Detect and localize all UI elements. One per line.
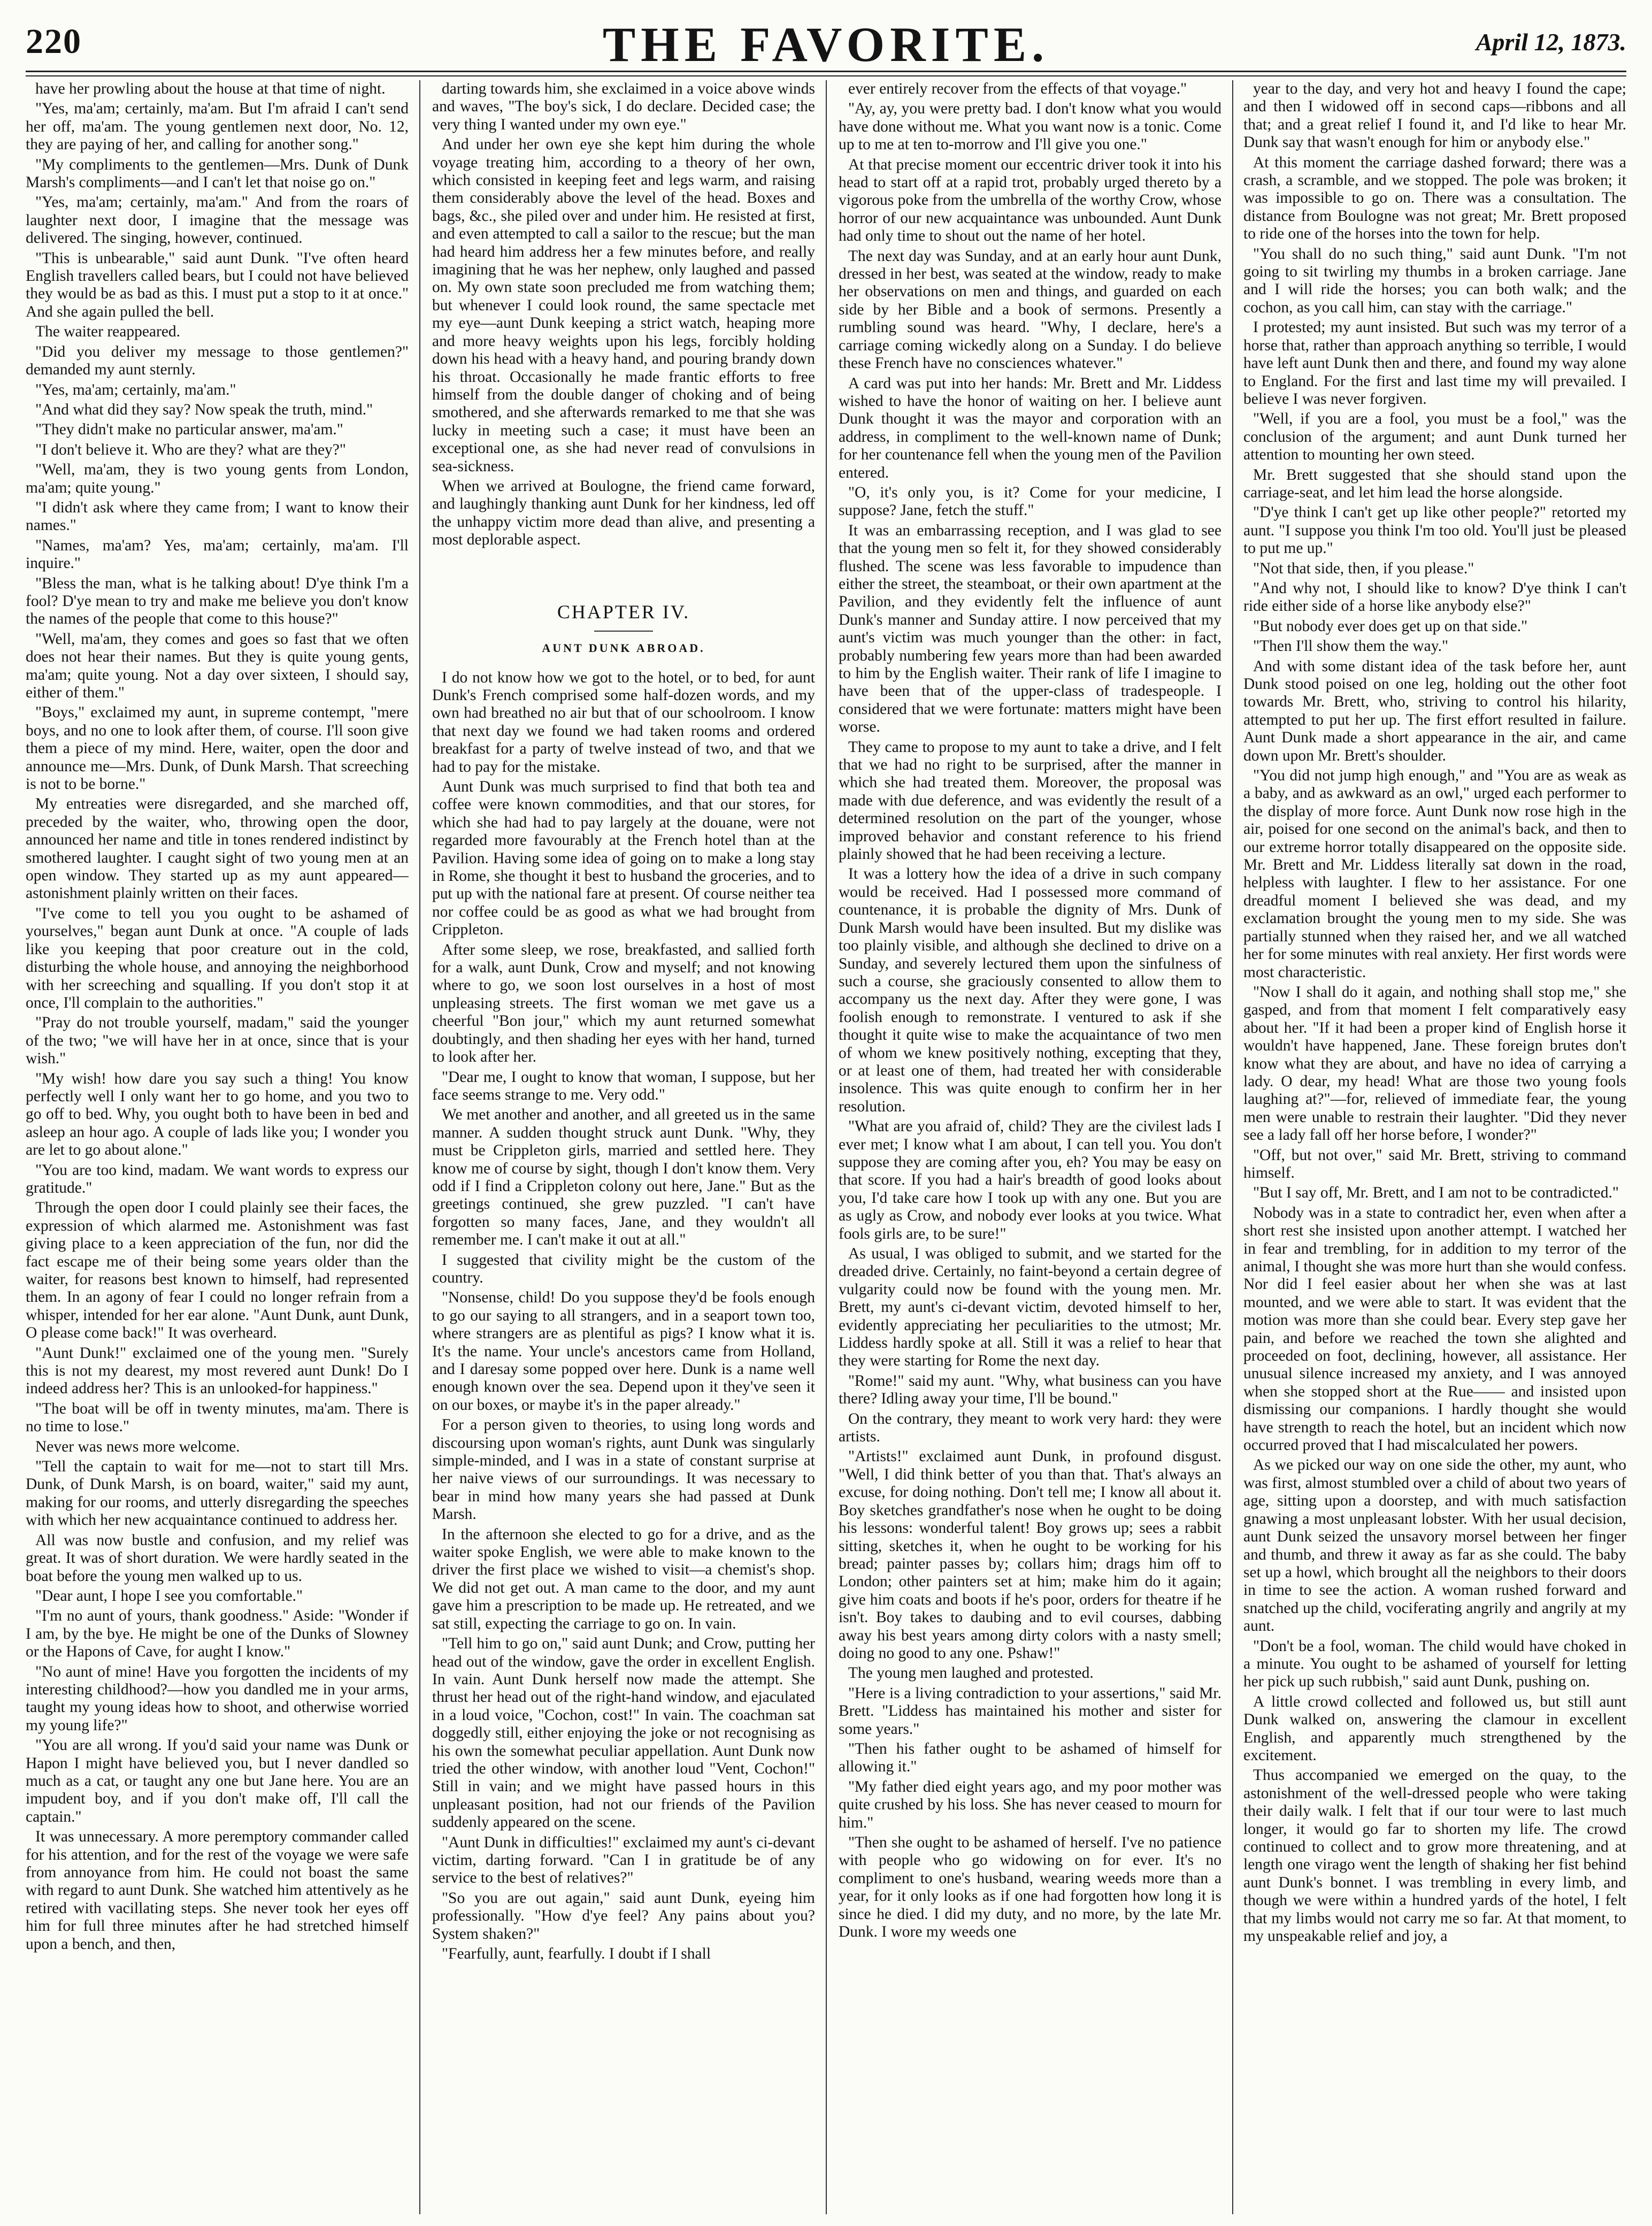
paragraph: "But I say off, Mr. Brett, and I am not to be contradicted." <box>1253 1184 1619 1202</box>
paragraph: "Yes, ma'am; certainly, ma'am." <box>35 381 236 398</box>
paragraph: "Yes, ma'am; certainly, ma'am." And from the roars of laughter next door, I imagine that the message was delivered. The singing, however, continued. <box>26 194 409 247</box>
paragraph: ever entirely recover from the effects of that voyage." <box>848 80 1187 97</box>
paragraph: And under her own eye she kept him during the whole voyage treating him, according to a theory of her own, which consisted in keeping feet and legs warm, and raising them considerably above the level of the head. Boxes and bags, &c., she piled over and under him. He resisted at first, and even attempted to call a sailor to the rescue; but the man had heard him address her a few minutes before, and really imagining that he was her nephew, only laughed and passed on. My own state soon precluded me from watching them; but whenever I could look round, the same spectacle met my eye—aunt Dunk keeping a strict watch, heaping more and more heavy weights upon his legs, forcibly holding down his head with a heavy hand, and pouring brandy down his throat. Occasionally he made frantic efforts to free himself from the double danger of choking and of being smothered, and she afterwards remarked to me that she was lucky in meeting such a case; it must have been an exceptional one, as she had never read of convulsions in sea-sickness. <box>432 136 815 475</box>
paragraph: "Fearfully, aunt, fearfully. I doubt if I shall <box>442 1945 711 1962</box>
paragraph: It was a lottery how the idea of a drive in such company would be received. Had I possessed more command of countenance, it is probable the dignity of Mrs. Dunk of Dunk Marsh would have been insulted. But my dislike was too plainly visible, and although she declined to drive on a Sunday, and severely lectured them upon the sinfulness of such a course, she graciously consented to allow them to accompany us the next day. After they were gone, I was foolish enough to remonstrate. I ventured to ask if she thought it quite wise to make the acquaintance of two men of whom we knew positively nothing, excepting that they, or at least one of them, had treated her with considerable insolence. This was quite enough to confirm her in her resolution. <box>839 865 1221 1115</box>
paragraph: Nobody was in a state to contradict her, even when after a short rest she insisted upon another attempt. I watched her in fear and trembling, for in addition to my terror of the animal, I thought she was more hurt than she would confess. Nor did I feel easier about her when she was at last mounted, and we were able to start. It was evident that the motion was more than she could bear. Every step gave her pain, and before we reached the town she alighted and proceeded on foot, declining, however, all assistance. Her unusual silence increased my anxiety, and I was annoyed when she stopped short at the Rue—— and insisted upon dismissing our companions. I hardly thought she would have strength to reach the hotel, but an incident which now occurred proved that I had miscalculated her powers. <box>1243 1204 1626 1454</box>
paragraph: As we picked our way on one side the other, my aunt, who was first, almost stumbled over a child of about two years of age, sitting upon a doorstep, and with much satisfaction gnawing a most unpleasant lobster. With her usual decision, aunt Dunk seized the unsavory morsel between her finger and thumb, and threw it away as far as she could. The baby set up a howl, which brought all the neighbors to their doors in time to see the action. A woman rushed forward and snatched up the child, vociferating angrily and angrily at my aunt. <box>1243 1456 1626 1635</box>
paragraph: At this moment the carriage dashed forward; there was a crash, a scramble, and we stopped. The pole was broken; it was impossible to go on. There was a consultation. The distance from Boulogne was not great; Mr. Brett proposed to ride one of the horses into the town for help. <box>1243 153 1626 243</box>
header-rule <box>26 71 1626 76</box>
paragraph: At that precise moment our eccentric driver took it into his head to start off at a rapid trot, probably urged thereto by a vigorous poke from the umbrella of the worthy Crow, whose horror of our new acquaintance was unbounded. Aunt Dunk had only time to shout out the name of her hotel. <box>839 156 1221 245</box>
column-divider-3 <box>1232 80 1233 2214</box>
paragraph: When we arrived at Boulogne, the friend came forward, and laughingly thanking aunt Dunk for her kindness, led off the unhappy victim more dead than alive, and presenting a most deplorable aspect. <box>432 477 815 549</box>
paragraph: "But nobody ever does get up on that side." <box>1253 617 1528 635</box>
issue-date: April 12, 1873. <box>1476 28 1626 56</box>
paragraph: As usual, I was obliged to submit, and we started for the dreaded drive. Certainly, no faint-beyond a certain degree of vulgarity could now be found with the young men. Mr. Brett, my aunt's ci-devant victim, devoted himself to her, evidently appreciating her peculiarities to the utmost; Mr. Liddess hardly spoke at all. Still it was a relief to hear that they were starting for Rome the next day. <box>839 1245 1221 1370</box>
paragraph: "I didn't ask where they came from; I want to know their names." <box>26 498 409 534</box>
paragraph: Aunt Dunk was much surprised to find that both tea and coffee were known commodities, and that our stores, for which she had had to pay largely at the douane, were not regarded more favourably at the French hotel than at the Pavilion. Having some idea of going on to make a long stay in Rome, she thought it best to husband the groceries, and to put up with the national fare at present. Of course neither tea nor coffee could be as good as what we had brought from Crippleton. <box>432 778 815 939</box>
column-2-upper-text <box>432 80 815 549</box>
paragraph: "Tell the captain to wait for me—not to start till Mrs. Dunk, of Dunk Marsh, is on board, waiter," said my aunt, making for our rooms, and utterly disregarding the speeches with which her new acquaintance continued to address her. <box>26 1458 409 1529</box>
paragraph: Thus accompanied we emerged on the quay, to the astonishment of the well-dressed people who were taking their daily walk. I felt that if our tour were to last much longer, it would go far to shorten my life. The crowd continued to collect and to grow more threatening, and at length one virago went the length of shaking her fist behind aunt Dunk's bonnet. I was trembling in every limb, and though we were within a hundred yards of the hotel, I felt that my limbs would not carry me so far. At that moment, to my unspeakable relief and joy, a <box>1243 1767 1626 1945</box>
page-number: 220 <box>26 22 82 61</box>
paragraph: "Then I'll show them the way." <box>1253 638 1449 655</box>
paragraph: year to the day, and very hot and heavy I found the cape; and then I widowed off in second caps—ribbons and all that; and a great relief I found it, and I'd like to hear Mr. Dunk say that wasn't enough for him or anybody else." <box>1243 80 1626 151</box>
paragraph: "Aunt Dunk in difficulties!" exclaimed my aunt's ci-devant victim, darting forward. "Can I in gratitude be of any service to the best of relatives?" <box>432 1833 815 1887</box>
article-column-4 <box>1243 80 1626 2215</box>
paragraph: "You did not jump high enough," and "You are as weak as a baby, and as awkward as an owl," urged each performer to the display of more force. Aunt Dunk now rose high in the air, poised for one second on the animal's back, and then to our extreme horror totally disappeared on the opposite side. Mr. Brett and Mr. Liddess literally sat down in the road, helpless with laughter. I flew to her assistance. For one dreadful moment I believed she was dead, and my exclamation brought the young men to my side. She was partially stunned when they raised her, and we all watched her for some minutes with real anxiety. Her first words were most characteristic. <box>1243 767 1626 981</box>
paragraph: "Rome!" said my aunt. "Why, what business can you have there? Idling away your time, I'll be bound." <box>839 1372 1221 1408</box>
paragraph: "Don't be a fool, woman. The child would have choked in a minute. You ought to be ashamed of yourself for letting her pick up such rubbish," said aunt Dunk, pushing on. <box>1243 1637 1626 1691</box>
paragraph: A card was put into her hands: Mr. Brett and Mr. Liddess wished to have the honor of waiting on her. I believe aunt Dunk thought it was the mayor and corporation with an address, in compliment to the well-known name of Dunk; for her countenance fell when the young men of the Pavilion entered. <box>839 374 1221 481</box>
paragraph: A little crowd collected and followed us, but still aunt Dunk walked on, answering the clamour in excellent English, and apparently much strengthened by the excitement. <box>1243 1693 1626 1764</box>
paragraph: It was unnecessary. A more peremptory commander called for his attention, and for the rest of the voyage we were safe from annoyance from him. He could not boast the same with regard to aunt Dunk. She watched him attentively as he retired with vacillating steps. She never took her eyes off him for full three minutes after he had stretched himself upon a bench, and then, <box>26 1828 409 1953</box>
paragraph: "I don't believe it. Who are they? what are they?" <box>35 441 346 458</box>
paragraph: The young men laughed and protested. <box>848 1664 1094 1682</box>
paragraph: On the contrary, they meant to work very hard: they were artists. <box>839 1410 1221 1446</box>
paragraph: "Aunt Dunk!" exclaimed one of the young men. "Surely this is not my dearest, my most revered aunt Dunk! Do I indeed address her? This is an unlooked-for happiness." <box>26 1344 409 1398</box>
paragraph: "No aunt of mine! Have you forgotten the incidents of my interesting childhood?—how you dandled me in your arms, taught my young ideas how to shoot, and otherwise worried my young life?" <box>26 1663 409 1734</box>
paragraph: "Names, ma'am? Yes, ma'am; certainly, ma'am. I'll inquire." <box>26 536 409 572</box>
paragraph: "My compliments to the gentlemen—Mrs. Dunk of Dunk Marsh's compliments—and I can't let that noise go on." <box>26 156 409 191</box>
paragraph: "Not that side, then, if you please." <box>1253 559 1474 577</box>
paragraph: "Artists!" exclaimed aunt Dunk, in profound disgust. "Well, I did think better of you than that. That's always an excuse, for doing nothing. Don't tell me; I know all about it. Boy sketches grandfather's nose when he ought to be doing his lessons: wonderful talent! Boy grows up; sees a rabbit sitting, sketches it, when he ought to be working for his bread; painter passes by; collars him; drags him off to London; other painters set at him; make him do it again; give him coats and boots if he's poor, orders for theatre if he isn't. Boy takes to daubing and to evil courses, dabbing away his best years among dirty colors with a nasty smell; doing no good to any one. Pshaw!" <box>839 1448 1221 1662</box>
paragraph: "Tell him to go on," said aunt Dunk; and Crow, putting her head out of the window, gave the order in excellent English. In vain. Aunt Dunk herself now made the attempt. She thrust her head out of the right-hand window, and ejaculated in a loud voice, "Cochon, cost!" In vain. The coachman sat doggedly still, either enjoying the joke or not recognising as his own the somewhat peculiar appellation. Aunt Dunk now tried the other window, with another loud "Vent, Cochon!" Still in vain; and we might have passed hours in this unpleasant position, had not our friends of the Pavilion suddenly appeared on the scene. <box>432 1635 815 1831</box>
paragraph: And with some distant idea of the task before her, aunt Dunk stood poised on one leg, holding out the other foot towards Mr. Brett, who, striving to control his hilarity, attempted to put her up. The first effort resulted in failure. Aunt Dunk made a short appearance in the air, and came down upon Mr. Brett's shoulder. <box>1243 657 1626 764</box>
column-divider-1 <box>419 80 420 2214</box>
paragraph: "And why not, I should like to know? D'ye think I can't ride either side of a horse like anybody else?" <box>1243 579 1626 615</box>
paragraph: "Now I shall do it again, and nothing shall stop me," she gasped, and from that moment I felt comparatively easy about her. "If it had been a proper kind of English horse it wouldn't have happened, Jane. These foreign brutes don't know what they are about, and have no idea of carrying a lady. O dear, my head! What are those two young fools laughing at?"—for, relieved of immediate fear, the young men were unable to restrain their laughter. "Did they never see a lady fall off her horse before, I wonder?" <box>1243 983 1626 1144</box>
chapter-heading: CHAPTER IV. <box>557 601 690 623</box>
paragraph: darting towards him, she exclaimed in a voice above winds and waves, "The boy's sick, I do declare. Decided case; the very thing I wanted under my own eye." <box>432 80 815 133</box>
paper-title: THE FAVORITE. <box>602 17 1050 72</box>
paragraph: Never was news more welcome. <box>35 1438 240 1455</box>
paragraph: Mr. Brett suggested that she should stand upon the carriage-seat, and let him lead the horse alongside. <box>1243 466 1626 501</box>
paragraph: The waiter reappeared. <box>35 323 181 341</box>
paragraph: "Boys," exclaimed my aunt, in supreme contempt, "mere boys, and no one to look after them, of course. I'll soon give them a piece of my mind. Here, waiter, open the door and announce me—Mrs. Dunk, of Dunk Marsh. That screeching is not to be borne." <box>26 704 409 793</box>
paragraph: "Off, but not over," said Mr. Brett, striving to command himself. <box>1243 1146 1626 1181</box>
paragraph: "Then his father ought to be ashamed of himself for allowing it." <box>839 1740 1221 1776</box>
paragraph: "Well, ma'am, they is two young gents from London, ma'am; quite young." <box>26 461 409 496</box>
paragraph: "So you are out again," said aunt Dunk, eyeing him professionally. "How d'ye feel? Any pains about you? System shaken?" <box>432 1889 815 1943</box>
paragraph: "They didn't make no particular answer, ma'am." <box>35 421 343 439</box>
paragraph: "Well, if you are a fool, you must be a fool," was the conclusion of the argument; and aunt Dunk turned her attention to mounting her own steed. <box>1243 410 1626 464</box>
paragraph: All was now bustle and confusion, and my relief was great. It was of short duration. We were hardly seated in the boat before the young men walked up to us. <box>26 1531 409 1585</box>
paragraph: "Dear me, I ought to know that woman, I suppose, but her face seems strange to me. Very odd." <box>432 1068 815 1103</box>
paragraph: "Well, ma'am, they comes and goes so fast that we often does not hear their names. But they is quite young gents, ma'am; quite young. Not a day over sixteen, I should say, either of them." <box>26 630 409 701</box>
paragraph: "Then she ought to be ashamed of herself. I've no patience with people who go widowing on for ever. It's no compliment to one's husband, wearing weeds more than a year, for it only looks as if one had forgotten how long it is since he died. I did my duty, and no more, by the late Mr. Dunk. I wore my weeds one <box>839 1834 1221 1941</box>
column-divider-2 <box>826 80 827 2214</box>
paragraph: "Pray do not trouble yourself, madam," said the younger of the two; "we will have her in at once, since that is your wish." <box>26 1014 409 1068</box>
paragraph: It was an embarrassing reception, and I was glad to see that the young men so felt it, for they showed considerably flushed. The scene was less favorable to impudence than either the street, the steamboat, or their own apartment at the Pavilion, and they evidently felt the influence of aunt Dunk's manner and Sunday attire. I now perceived that my aunt's victim was much younger than the other: in fact, probably numbering few years more than had been awarded to him by the English waiter. Their rank of life I imagine to have been that of the upper-class of tradespeople. I considered that we were fortunate: matters might have been worse. <box>839 521 1221 736</box>
chapter-heading-rule <box>594 631 653 632</box>
column-2-lower-text <box>432 669 815 1963</box>
paragraph: "Here is a living contradiction to your assertions," said Mr. Brett. "Liddess has maintained his mother and sister for some years." <box>839 1684 1221 1738</box>
paragraph: "O, it's only you, is it? Come for your medicine, I suppose? Jane, fetch the stuff." <box>839 483 1221 519</box>
paragraph: Through the open door I could plainly see their faces, the expression of which alarmed me. Astonishment was fast giving place to a keen appreciation of the fun, nor did the fact escape me of their being some years older than the waiter, for reasons best known to himself, had represented them. In an agony of fear I could no longer refrain from a whisper, intended for her ear alone. "Aunt Dunk, aunt Dunk, O please come back!" It was overheard. <box>26 1199 409 1342</box>
paragraph: "Nonsense, child! Do you suppose they'd be fools enough to go our saying to all strangers, and in a seaport town too, where strangers are as plentiful as pigs? I know what it is. It's the name. Your uncle's ancestors came from Holland, and I daresay some popped over here. Dunk is a name well enough known over the sea. Depend upon it they've seen it on our boxes, or maybe it's in the paper already." <box>432 1289 815 1414</box>
chapter-subtitle: AUNT DUNK ABROAD. <box>542 641 705 655</box>
paragraph: "Yes, ma'am; certainly, ma'am. But I'm afraid I can't send her off, ma'am. The young gentlemen next door, No. 12, they are paying of her, and calling for another song." <box>26 100 409 153</box>
paragraph: The next day was Sunday, and at an early hour aunt Dunk, dressed in her best, was seated at the window, ready to make her observations on men and things, and guarded on each side by her Bible and a book of sermons. Presently a rumbling sound was heard. "Why, I declare, here's a carriage coming wickedly along on a Sunday. I do believe these French have no consciences whatever." <box>839 247 1221 372</box>
paragraph: have her prowling about the house at that time of night. <box>35 80 386 97</box>
paragraph: "Did you deliver my message to those gentlemen?" demanded my aunt sternly. <box>26 343 409 379</box>
paragraph: "My wish! how dare you say such a thing! You know perfectly well I only want her to go home, and you two to go off to bed. Why, you ought both to have been in bed and asleep an hour ago. A couple of lads like you; I wonder you are let to go about alone." <box>26 1070 409 1159</box>
paragraph: We met another and another, and all greeted us in the same manner. A sudden thought struck aunt Dunk. "Why, they must be Crippleton girls, married and settled here. They know me of course by sight, though I don't know them. Very odd if I find a Crippleton colony out here, Jane." But as the greetings continued, she grew puzzled. "I can't have forgotten so many faces, Jane, and they wouldn't all remember me. I can't make it out at all." <box>432 1106 815 1249</box>
paragraph: "Ay, ay, you were pretty bad. I don't know what you would have done without me. What you want now is a tonic. Come up to me at ten to-morrow and I'll give you one." <box>839 100 1221 153</box>
paragraph: "You are too kind, madam. We want words to express our gratitude." <box>26 1161 409 1196</box>
paragraph: "I've come to tell you you ought to be ashamed of yourselves," began aunt Dunk at once. "A couple of lads like you keeping that poor creature out in the cold, disturbing the whole house, and annoying the neighborhood with her screeching and squalling. If you don't stop it at once, I'll complain to the authorities." <box>26 904 409 1011</box>
paragraph: My entreaties were disregarded, and she marched off, preceded by the waiter, who, throwing open the door, announced her name and title in tones rendered indistinct by smothered laughter. I caught sight of two young men at an open window. They started up as my aunt appeared—astonishment plainly written on their faces. <box>26 795 409 902</box>
article-column-1 <box>26 80 409 2215</box>
paragraph: "You are all wrong. If you'd said your name was Dunk or Hapon I might have believed you, but I never dandled so much as a cat, or taught any one but Jane here. You are an impudent boy, and if you don't make off, I'll call the captain." <box>26 1737 409 1825</box>
paragraph: I suggested that civility might be the custom of the country. <box>432 1251 815 1286</box>
paragraph: In the afternoon she elected to go for a drive, and as the waiter spoke English, we were able to make known to the driver the first place we wished to visit—a chemist's shop. We did not get out. A man came to the door, and my aunt gave him a prescription to be made up. He retreated, and we sat still, expecting the carriage to go on. In vain. <box>432 1525 815 1632</box>
paragraph: After some sleep, we rose, breakfasted, and sallied forth for a walk, aunt Dunk, Crow and myself; and not knowing where to go, we soon lost ourselves in a host of most unpleasing streets. The first woman we met gave us a cheerful "Bon jour," which my aunt returned somewhat doubtingly, and then shading her eyes with her hand, turned to look after her. <box>432 941 815 1066</box>
masthead <box>26 16 1626 72</box>
paragraph: "Bless the man, what is he talking about! D'ye think I'm a fool? D'ye mean to try and make me believe you don't know the names of the people that come to this house?" <box>26 574 409 628</box>
paragraph: "The boat will be off in twenty minutes, ma'am. There is no time to lose." <box>26 1400 409 1436</box>
article-column-3 <box>839 80 1221 2215</box>
paragraph: For a person given to theories, to using long words and discoursing upon woman's rights, aunt Dunk was singularly simple-minded, and I was in a state of constant surprise at her naive views of our surroundings. It was necessary to bear in mind how many years she had passed at Dunk Marsh. <box>432 1416 815 1523</box>
paragraph: They came to propose to my aunt to take a drive, and I felt that we had no right to be surprised, after the manner in which she had treated them. Moreover, the proposal was made with due deference, and was evidently the result of a determined resolution on the part of the younger, whose improved behavior and constant reference to his friend plainly showed that he had been receiving a lecture. <box>839 738 1221 863</box>
paragraph: "You shall do no such thing," said aunt Dunk. "I'm not going to sit twirling my thumbs in a broken carriage. Jane and I will ride the horses; you can both walk; and the cochon, as you call him, can stay with the carriage." <box>1243 245 1626 316</box>
paragraph: "I'm no aunt of yours, thank goodness." Aside: "Wonder if I am, by the bye. He might be one of the Dunks of Slowney or the Hapons of Cave, for aught I know." <box>26 1607 409 1661</box>
paragraph: I protested; my aunt insisted. But such was my terror of a horse that, rather than approach anything so terrible, I would have left aunt Dunk then and there, and found my way alone to England. For the first and last time my will prevailed. I believe I was never forgiven. <box>1243 319 1626 408</box>
paragraph: "What are you afraid of, child? They are the civilest lads I ever met; I know what I am about, I can tell you. You don't suppose they are coming after you, eh? You may be easy on that score. If you had a hair's breadth of good looks about you, I'd take care how I took up with any one. But you are as ugly as Crow, and nobody ever looks at you twice. What fools girls are, to be sure!" <box>839 1118 1221 1242</box>
paragraph: "My father died eight years ago, and my poor mother was quite crushed by his loss. She has never ceased to mourn for him." <box>839 1778 1221 1831</box>
paragraph: "This is unbearable," said aunt Dunk. "I've often heard English travellers called bears, but I could not have believed they would be as bad as this. I must put a stop to it at once." And she again pulled the bell. <box>26 249 409 320</box>
paragraph: "Dear aunt, I hope I see you comfortable." <box>35 1587 303 1605</box>
article-column-2 <box>432 80 815 2215</box>
paragraph: "And what did they say? Now speak the truth, mind." <box>35 401 373 418</box>
paragraph: "D'ye think I can't get up like other people?" retorted my aunt. "I suppose you think I'm too old. You'll just be pleased to put me up." <box>1243 504 1626 557</box>
paragraph: I do not know how we got to the hotel, or to bed, for aunt Dunk's French comprised some half-dozen words, and my own had breathed no air but that of our schoolroom. I know that next day we found we had taken rooms and ordered breakfast for a party of twelve instead of two, and that we had to pay for the mistake. <box>432 669 815 776</box>
